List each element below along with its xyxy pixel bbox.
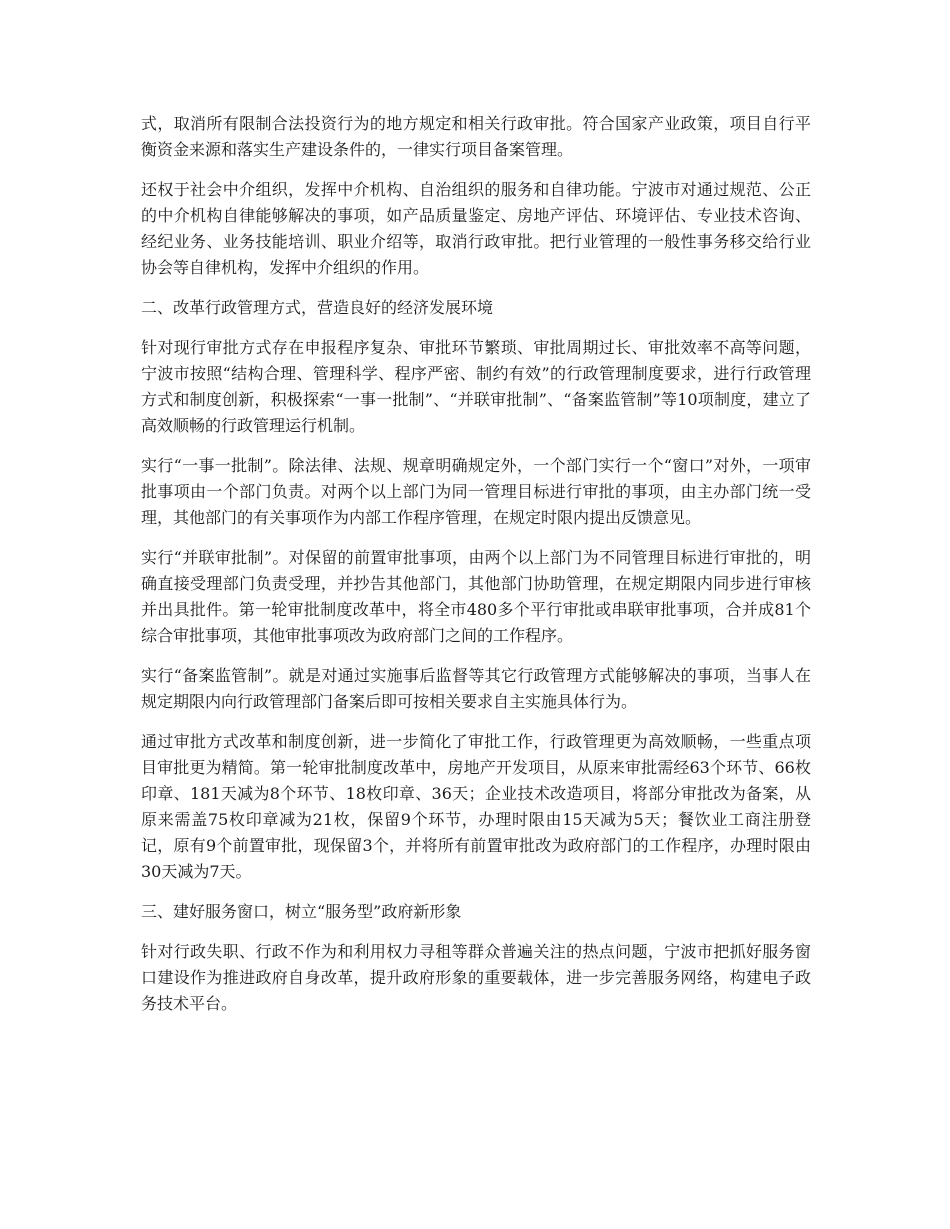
paragraph-service-window: 针对行政失职、行政不作为和利用权力寻租等群众普遍关注的热点问题，宁波市把抓好服务窗口建设作为推进政府自身改革，提升政府形象的重要载体，进一步完善服务网络，构建电子政务技术平台。 [141, 942, 811, 1013]
section-heading-3: 三、建好服务窗口，树立“服务型”政府新形象 [141, 902, 462, 921]
paragraph-investment-filing: 式，取消所有限制合法投资行为的地方规定和相关行政审批。符合国家产业政策，项目自行平衡资金来源和落实生产建设条件的，一律实行项目备案管理。 [141, 114, 811, 159]
paragraph-intermediary-organizations: 还权于社会中介组织，发挥中介机构、自治组织的服务和自律功能。宁波市对通过规范、公正的中介机构自律能够解决的事项，如产品质量鉴定、房地产评估、环境评估、专业技术咨询、经纪业务、业务技能培训、职业介绍等，取消行政审批。把行业管理的一般性事务移交给行业协会等自律机构，发挥中介组织的作用。 [141, 180, 811, 277]
paragraph-filing-supervision: 实行“备案监管制”。就是对通过实施事后监督等其它行政管理方式能够解决的事项，当事人在规定期限内向行政管理部门备案后即可按相关要求自主实施具体行为。 [141, 666, 811, 711]
paragraph-parallel-approval: 实行“并联审批制”。对保留的前置审批事项，由两个以上部门为不同管理目标进行审批的，明确直接受理部门负责受理，并抄告其他部门，其他部门协助管理，在规定期限内同步进行审核并出具批件。第一轮审批制度改革中，将全市480多个平行审批或串联审批事项，合并成81个综合审批事项，其他审批事项改为政府部门之间的工作程序。 [141, 548, 811, 645]
document-body [141, 111, 811, 1031]
paragraph-reform-results: 通过审批方式改革和制度创新，进一步简化了审批工作，行政管理更为高效顺畅，一些重点项目审批更为精简。第一轮审批制度改革中，房地产开发项目，从原来审批需经63个环节、66枚印章、181天减为8个环节、18枚印章、36天；企业技术改造项目，将部分审批改为备案，从原来需盖75枚印章减为21枚，保留9个环节，办理时限由15天减为5天；餐饮业工商注册登记，原有9个前置审批，现保留3个，并将所有前置审批改为政府部门的工作程序，办理时限由30天减为7天。 [141, 732, 811, 881]
paragraph-approval-reform: 针对现行审批方式存在申报程序复杂、审批环节繁琐、审批周期过长、审批效率不高等问题，宁波市按照“结构合理、管理科学、程序严密、制约有效”的行政管理制度要求，进行行政管理方式和制度创新，积极探索“一事一批制”、“并联审批制”、“备案监管制”等10项制度，建立了高效顺畅的行政管理运行机制。 [141, 338, 811, 435]
section-heading-2: 二、改革行政管理方式，营造良好的经济发展环境 [141, 298, 494, 317]
paragraph-one-item-one-approval: 实行“一事一批制”。除法律、法规、规章明确规定外，一个部门实行一个“窗口”对外，一项审批事项由一个部门负责。对两个以上部门为同一管理目标进行审批的事项，由主办部门统一受理，其他部门的有关事项作为内部工作程序管理，在规定时限内提出反馈意见。 [141, 456, 811, 527]
